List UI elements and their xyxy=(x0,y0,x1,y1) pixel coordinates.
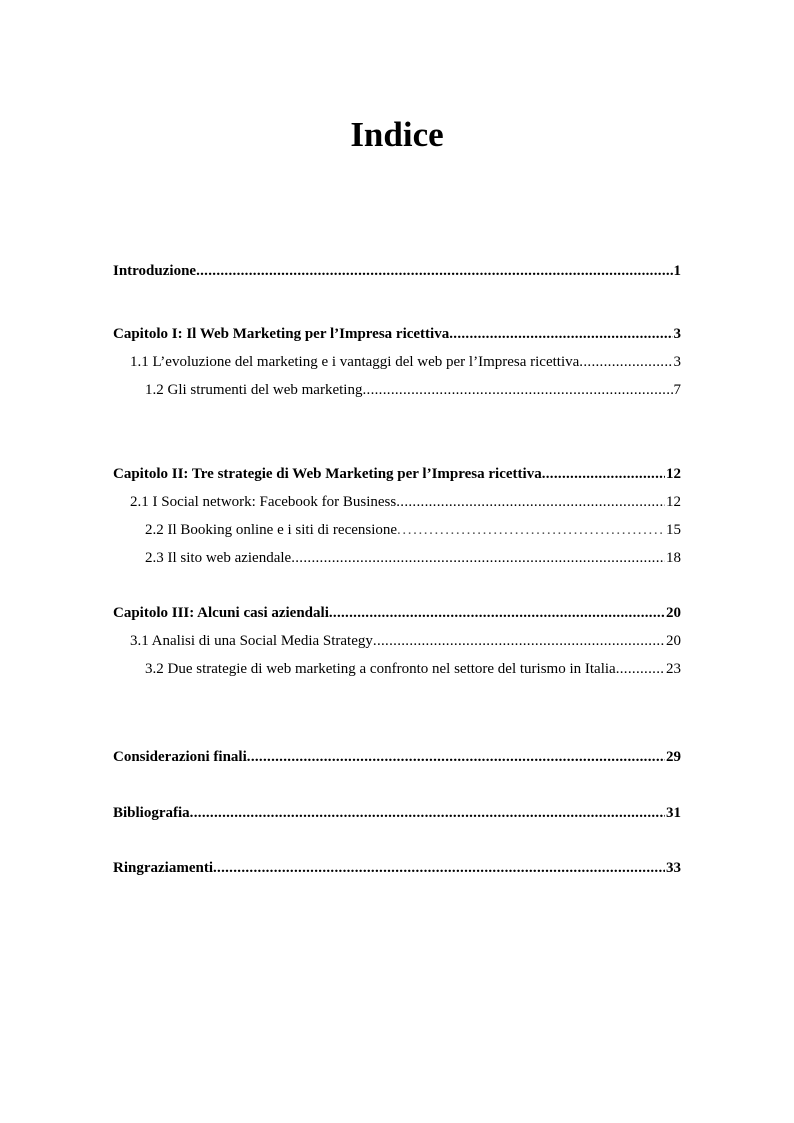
toc-entry-label: 2.1 I Social network: Facebook for Business xyxy=(130,494,397,510)
toc-entry-bibliografia[interactable] xyxy=(113,804,681,822)
toc-entry-label: Capitolo I: Il Web Marketing per l’Impresa ricettiva xyxy=(113,326,450,342)
toc-entry-section-2-3[interactable] xyxy=(145,549,681,567)
dot-leader xyxy=(362,381,672,399)
dot-leader xyxy=(397,521,665,539)
toc-page-number: 12 xyxy=(666,494,681,510)
dot-leader xyxy=(329,604,665,622)
dot-leader xyxy=(616,660,665,678)
dot-leader xyxy=(542,465,665,483)
toc-entry-label: 3.2 Due strategie di web marketing a confronto nel settore del turismo in Italia xyxy=(145,661,616,677)
toc-page-number: 15 xyxy=(666,522,681,538)
toc-entry-capitolo-2[interactable] xyxy=(113,465,681,483)
toc-page-number: 18 xyxy=(666,550,681,566)
dot-leader xyxy=(291,549,665,567)
dot-leader xyxy=(247,748,665,766)
toc-entry-label: Capitolo III: Alcuni casi aziendali xyxy=(113,605,329,621)
dot-leader xyxy=(449,325,672,343)
toc-entry-considerazioni-finali[interactable] xyxy=(113,748,681,766)
toc-entry-label: Considerazioni finali xyxy=(113,749,247,765)
toc-entry-label: 2.2 Il Booking online e i siti di recensione xyxy=(145,522,398,538)
toc-entry-label: 3.1 Analisi di una Social Media Strategy xyxy=(130,633,373,649)
toc-page-number: 29 xyxy=(666,749,681,765)
toc-page-number: 20 xyxy=(666,633,681,649)
toc-page-number: 12 xyxy=(666,466,681,482)
toc-entry-section-3-1[interactable] xyxy=(130,632,681,650)
toc-page-number: 31 xyxy=(666,805,681,821)
dot-leader xyxy=(579,353,672,371)
toc-entry-label: Ringraziamenti xyxy=(113,860,213,876)
toc-entry-capitolo-1[interactable] xyxy=(113,325,681,343)
toc-entry-section-1-2[interactable] xyxy=(145,381,681,399)
toc-page-number: 23 xyxy=(666,661,681,677)
dot-leader xyxy=(396,493,665,511)
toc-entry-label: Introduzione xyxy=(113,263,197,279)
toc-entry-section-2-2[interactable] xyxy=(145,521,681,539)
dot-leader xyxy=(213,859,665,877)
dot-leader xyxy=(373,632,665,650)
toc-page-number: 33 xyxy=(666,860,681,876)
toc-entry-label: 1.2 Gli strumenti del web marketing xyxy=(145,382,363,398)
toc-entry-label: Bibliografia xyxy=(113,805,190,821)
toc-entry-label: Capitolo II: Tre strategie di Web Marketing per l’Impresa ricettiva xyxy=(113,466,542,482)
toc-entry-label: 2.3 Il sito web aziendale xyxy=(145,550,292,566)
toc-page-number: 1 xyxy=(673,263,681,279)
toc-page-number: 7 xyxy=(673,382,681,398)
toc-page-number: 3 xyxy=(673,354,681,370)
toc-entry-capitolo-3[interactable] xyxy=(113,604,681,622)
toc-entry-section-3-2[interactable] xyxy=(145,660,681,678)
toc-entry-label: 1.1 L’evoluzione del marketing e i vantaggi del web per l’Impresa ricettiva xyxy=(130,354,580,370)
toc-entry-introduzione[interactable] xyxy=(113,262,681,280)
toc-entry-ringraziamenti[interactable] xyxy=(113,859,681,877)
page-title: Indice xyxy=(350,115,444,154)
toc-page-number: 3 xyxy=(673,326,681,342)
dot-leader xyxy=(190,804,665,822)
toc-entry-section-2-1[interactable] xyxy=(130,493,681,511)
toc-page-number: 20 xyxy=(666,605,681,621)
toc-entry-section-1-1[interactable] xyxy=(130,353,681,371)
dot-leader xyxy=(196,262,672,280)
